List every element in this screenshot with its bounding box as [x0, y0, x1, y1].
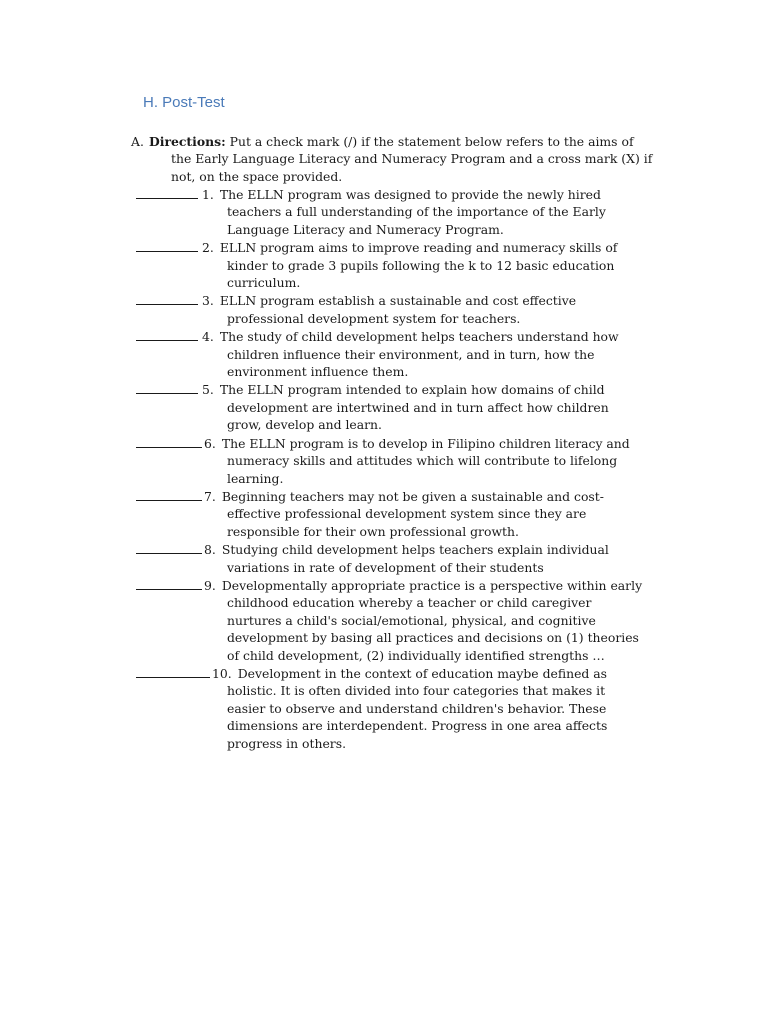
question-text: Development in the context of education maybe defined as [237, 665, 608, 681]
question-number: 1. [202, 187, 214, 202]
question-text: holistic. It is often divided into four categories that makes it [227, 683, 606, 699]
question-text: environment influence them. [227, 364, 409, 380]
question-number: 6. [204, 435, 216, 451]
question-text: Language Literacy and Numeracy Program. [227, 221, 504, 237]
question-text: The ELLN program is to develop in Filipino children literacy and [221, 435, 630, 451]
directions-label: Directions: [149, 134, 226, 149]
question-item [136, 185, 676, 238]
question-number: 8. [204, 542, 216, 558]
question-text: Studying child development helps teachers explain individual [221, 542, 609, 558]
question-text: development are intertwined and in turn affect how children [227, 399, 609, 415]
question-text: grow, develop and learn. [227, 417, 382, 433]
answer-blank[interactable] [136, 434, 202, 448]
question-text: The ELLN program intended to explain how domains of child [219, 382, 605, 398]
answer-blank[interactable] [136, 291, 198, 305]
directions-block [131, 133, 671, 185]
answer-blank[interactable] [136, 185, 198, 199]
directions-line: Put a check mark (/) if the statement below refers to the aims of [229, 134, 634, 149]
question-item [136, 664, 676, 752]
question-number: 10. [212, 665, 232, 681]
question-text: children influence their environment, and in turn, how the [227, 346, 595, 362]
question-text: Beginning teachers may not be given a sustainable and cost- [221, 488, 604, 504]
question-item [136, 327, 676, 380]
question-number: 2. [202, 240, 214, 256]
question-text: childhood education whereby a teacher or child caregiver [227, 595, 592, 611]
question-number: 7. [204, 488, 216, 504]
question-text: curriculum. [227, 275, 301, 291]
question-list [136, 185, 676, 752]
question-text: Developmentally appropriate practice is a perspective within early [221, 577, 643, 593]
answer-blank[interactable] [136, 238, 198, 252]
answer-blank[interactable] [136, 487, 202, 501]
question-text: professional development system for teachers. [227, 310, 521, 326]
question-item [136, 576, 676, 664]
question-number: 4. [202, 329, 214, 345]
question-text: The ELLN program was designed to provide the newly hired [219, 187, 601, 202]
answer-blank[interactable] [136, 327, 198, 341]
question-text: The study of child development helps teachers understand how [219, 329, 619, 345]
question-text: dimensions are interdependent. Progress in one area affects [227, 718, 608, 734]
question-text: progress in others. [227, 735, 347, 751]
question-item [136, 380, 676, 433]
question-text: effective professional development system since they are [227, 506, 587, 522]
question-text: responsible for their own professional growth. [227, 523, 519, 539]
question-number: 9. [204, 577, 216, 593]
question-text: development by basing all practices and decisions on (1) theories [227, 630, 639, 646]
question-text: learning. [227, 470, 284, 486]
question-item [136, 487, 676, 540]
question-text: nurtures a child's social/emotional, physical, and cognitive [227, 612, 596, 628]
answer-blank[interactable] [136, 576, 202, 590]
answer-blank[interactable] [136, 380, 198, 394]
question-text: ELLN program aims to improve reading and numeracy skills of [219, 240, 618, 256]
question-number: 3. [202, 293, 214, 309]
question-item [136, 540, 676, 576]
question-item [136, 434, 676, 487]
question-text: numeracy skills and attitudes which will contribute to lifelong [227, 453, 618, 469]
question-text: variations in rate of development of their students [227, 559, 544, 575]
directions-line: the Early Language Literacy and Numeracy Program and a cross mark (X) if [171, 151, 653, 167]
question-text: of child development, (2) individually identified strengths … [227, 647, 605, 663]
question-number: 5. [202, 382, 214, 398]
answer-blank[interactable] [136, 664, 210, 678]
section-heading: H. Post-Test [143, 94, 225, 111]
question-text: easier to observe and understand children's behavior. These [227, 700, 607, 716]
answer-blank[interactable] [136, 540, 202, 554]
question-item [136, 291, 676, 327]
question-text: ELLN program establish a sustainable and cost effective [219, 293, 577, 309]
directions-line: not, on the space provided. [171, 168, 343, 184]
question-text: teachers a full understanding of the importance of the Early [227, 204, 606, 220]
directions-letter: A. [131, 134, 144, 149]
question-text: kinder to grade 3 pupils following the k to 12 basic education [227, 257, 615, 273]
question-item [136, 238, 676, 291]
